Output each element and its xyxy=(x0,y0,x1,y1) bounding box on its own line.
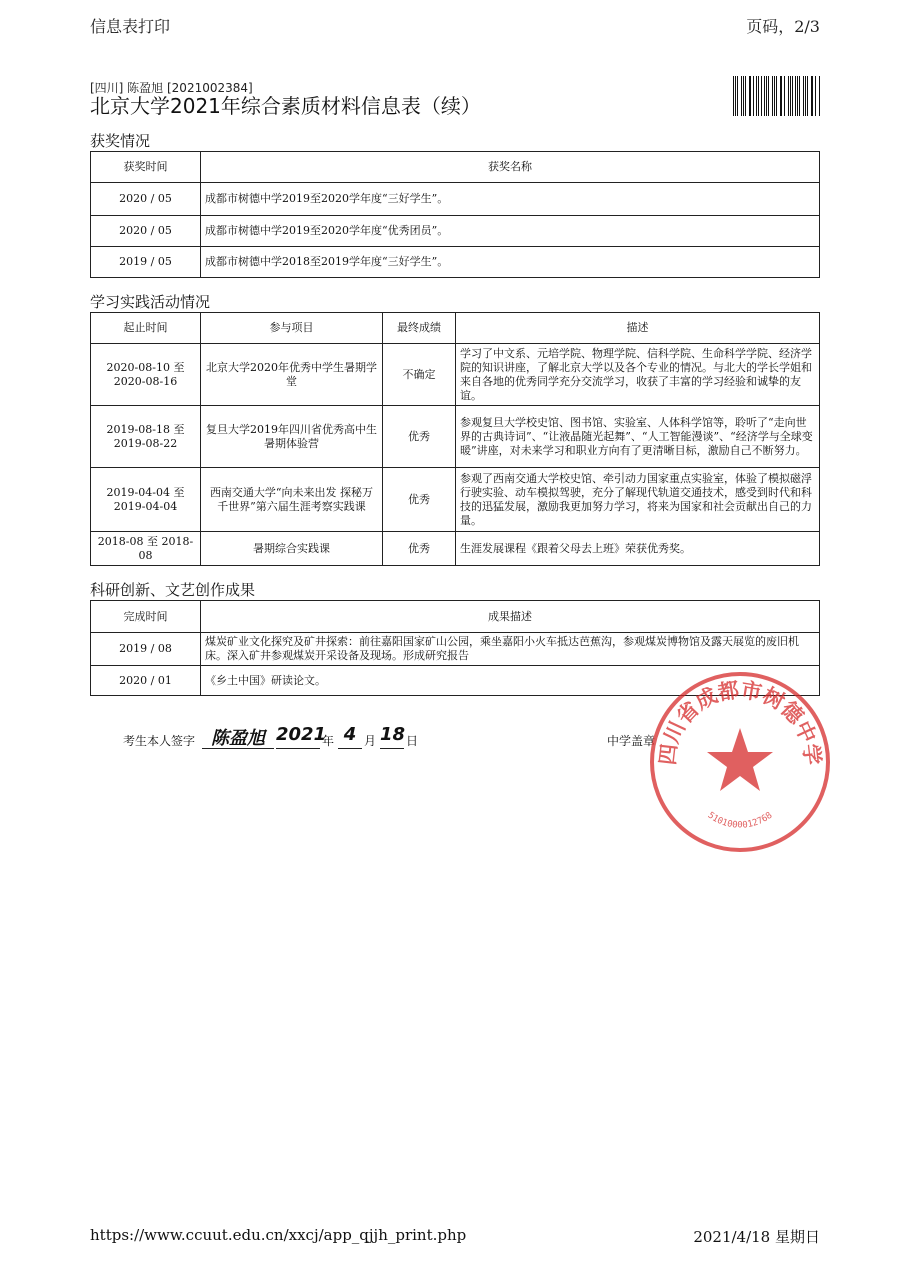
document-title: 北京大学2021年综合素质材料信息表（续） xyxy=(90,94,481,118)
applicant-meta: [四川] 陈盈旭 [2021002384] xyxy=(90,81,253,95)
column-header: 最终成绩 xyxy=(383,313,456,344)
practice-time: 2019-08-18 至 2019-08-22 xyxy=(91,406,201,468)
month-unit: 月 xyxy=(364,734,377,748)
table-row xyxy=(91,532,820,566)
signature-label: 考生本人签字 xyxy=(123,734,196,748)
column-header: 起止时间 xyxy=(91,313,201,344)
seal-code: 5101000012768 xyxy=(705,810,775,831)
practice-description: 参观复旦大学校史馆、图书馆、实验室、人体科学馆等，聆听了“走向世界的古典诗词”、“让液晶随光起舞”、“人工智能漫谈”、“经济学与全球变暖”讲座，对未来学习和职业方向有了更清晰目标，激励自己不断努力。 xyxy=(456,406,820,468)
practice-description: 参观了西南交通大学校史馆、牵引动力国家重点实验室，体验了模拟磁浮行驶实验、动车模拟驾驶，充分了解现代轨道交通技术，感受到时代和科技的迅猛发展，激励我更加努力学习，将来为国家和社会贡献出自己的力量。 xyxy=(456,468,820,532)
column-header: 获奖名称 xyxy=(201,152,820,183)
award-time: 2020 / 05 xyxy=(91,183,201,216)
star-icon xyxy=(707,728,773,791)
signature-month: 4 xyxy=(338,724,362,749)
seal-text: 四川省成都市树德中学 xyxy=(655,677,825,767)
handwritten-signature: 陈盈旭 xyxy=(202,724,274,749)
practice-time: 2018-08 至 2018-08 xyxy=(91,532,201,566)
practice-description: 学习了中文系、元培学院、物理学院、信科学院、生命科学学院、经济学院的知识讲座，了解北京大学以及各个专业的情况。与北大的学长学姐和来自各地的优秀同学充分交流学习，收获了丰富的学习经验和诚挚的友谊。 xyxy=(456,344,820,406)
signature-day: 18 xyxy=(380,724,404,749)
award-name: 成都市树德中学2018至2019学年度“三好学生”。 xyxy=(201,247,820,278)
footer-url: https://www.ccuut.edu.cn/xxcj/app_qjjh_print.php xyxy=(90,1226,467,1244)
research-time: 2019 / 08 xyxy=(91,633,201,666)
practice-project: 北京大学2020年优秀中学生暑期学堂 xyxy=(201,344,383,406)
practice-time: 2020-08-10 至 2020-08-16 xyxy=(91,344,201,406)
barcode-icon xyxy=(733,76,820,116)
practice-project: 西南交通大学“向未来出发 探秘万千世界”第六届生涯考察实践课 xyxy=(201,468,383,532)
practice-result: 不确定 xyxy=(383,344,456,406)
day-unit: 日 xyxy=(406,734,419,748)
awards-section-title: 获奖情况 xyxy=(90,132,151,150)
research-time: 2020 / 01 xyxy=(91,666,201,696)
page-number: 页码，2/3 xyxy=(746,17,820,36)
official-seal xyxy=(648,670,832,854)
award-time: 2019 / 05 xyxy=(91,247,201,278)
practice-project: 复旦大学2019年四川省优秀高中生暑期体验营 xyxy=(201,406,383,468)
school-seal-label: 中学盖章 xyxy=(607,734,656,748)
footer-date: 2021/4/18 星期日 xyxy=(693,1228,820,1246)
table-row xyxy=(91,468,820,532)
award-name: 成都市树德中学2019至2020学年度“三好学生”。 xyxy=(201,183,820,216)
practice-result: 优秀 xyxy=(383,468,456,532)
research-description: 煤炭矿业文化探究及矿井探索：前往嘉阳国家矿山公园，乘坐嘉阳小火车抵达芭蕉沟，参观煤炭博物馆及露天展览的废旧机床。深入矿井参观煤炭开采设备及现场。形成研究报告 xyxy=(201,633,820,666)
table-row xyxy=(91,183,820,216)
column-header: 描述 xyxy=(456,313,820,344)
column-header: 参与项目 xyxy=(201,313,383,344)
awards-table xyxy=(90,151,820,278)
print-header-label: 信息表打印 xyxy=(90,17,171,36)
table-header-row xyxy=(91,601,820,633)
table-header-row xyxy=(91,313,820,344)
signature-year: 2021 xyxy=(276,724,320,749)
practice-project: 暑期综合实践课 xyxy=(201,532,383,566)
award-time: 2020 / 05 xyxy=(91,216,201,247)
practice-description: 生涯发展课程《跟着父母去上班》荣获优秀奖。 xyxy=(456,532,820,566)
award-name: 成都市树德中学2019至2020学年度“优秀团员”。 xyxy=(201,216,820,247)
practice-result: 优秀 xyxy=(383,532,456,566)
table-header-row xyxy=(91,152,820,183)
column-header: 完成时间 xyxy=(91,601,201,633)
table-row xyxy=(91,633,820,666)
practice-result: 优秀 xyxy=(383,406,456,468)
practice-section-title: 学习实践活动情况 xyxy=(90,293,211,311)
column-header: 获奖时间 xyxy=(91,152,201,183)
table-row xyxy=(91,406,820,468)
research-section-title: 科研创新、文艺创作成果 xyxy=(90,581,256,599)
practice-time: 2019-04-04 至 2019-04-04 xyxy=(91,468,201,532)
table-row xyxy=(91,344,820,406)
table-row xyxy=(91,216,820,247)
table-row xyxy=(91,247,820,278)
column-header: 成果描述 xyxy=(201,601,820,633)
year-unit: 年 xyxy=(322,734,335,748)
research-description: 《乡土中国》研读论文。 xyxy=(201,666,820,696)
practice-table xyxy=(90,312,820,566)
